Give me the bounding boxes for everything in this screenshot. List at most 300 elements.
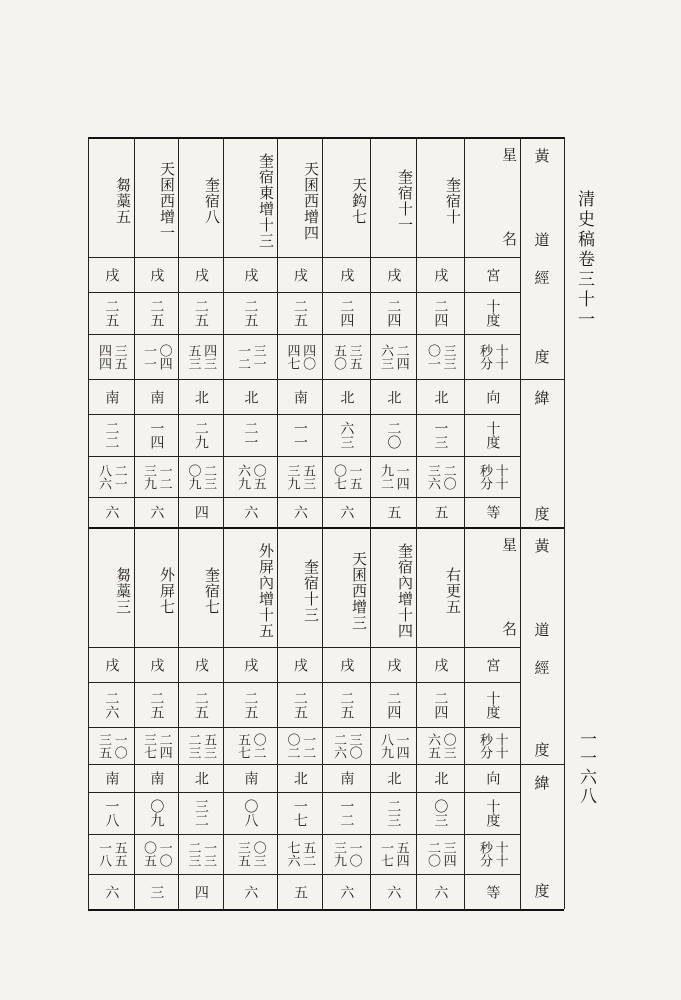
lower-star-name xyxy=(277,527,322,647)
lower-direction-text: 北 xyxy=(385,771,402,785)
lower-lat-minsec-part: 五二 xyxy=(300,841,316,867)
upper-sign-text: 戌 xyxy=(291,267,308,282)
upper-direction-cell xyxy=(223,379,277,414)
upper-lat-degree-text: 二九 xyxy=(192,421,209,449)
lower-lat-degree-text: 三二 xyxy=(192,799,209,827)
upper-magnitude-text: 五 xyxy=(385,505,402,519)
lower-lat-minsec-cell xyxy=(416,834,464,874)
upper-magnitude-text: 六 xyxy=(291,505,308,519)
lower-sign-text: 戌 xyxy=(148,657,165,672)
upper-star-name xyxy=(134,137,178,257)
page-number: 一一六八 xyxy=(576,730,596,806)
lower-minsec-part: 三〇 xyxy=(346,732,362,759)
upper-degree-text: 二四 xyxy=(338,299,355,327)
lower-lat-degree-text: 一八 xyxy=(103,799,120,827)
lower-label-wei-du: 度 xyxy=(534,882,550,900)
lower-lat-minsec-cell xyxy=(277,834,322,874)
upper-name-text: 奎宿十 xyxy=(444,177,462,225)
upper-sign-cell xyxy=(134,257,178,292)
lower-header-minsec: 十十 秒分 xyxy=(477,732,508,759)
upper-lat-degree-cell xyxy=(277,414,322,456)
upper-direction-text: 北 xyxy=(338,389,355,404)
lower-minsec-part: 一二 xyxy=(300,732,316,759)
upper-magnitude-text: 六 xyxy=(148,505,165,519)
upper-sign-text: 戌 xyxy=(103,267,120,282)
lower-magnitude-text: 六 xyxy=(103,884,120,899)
upper-header-star-name: 星 xyxy=(500,147,518,162)
upper-degree-cell xyxy=(277,292,322,334)
upper-minsec-part: 四七 xyxy=(284,343,300,370)
lower-lat-minsec-cell xyxy=(178,834,223,874)
upper-degree-cell xyxy=(416,292,464,334)
lower-lat-degree-cell xyxy=(223,792,277,834)
upper-minsec-part: 三五 xyxy=(111,343,127,370)
upper-lat-minsec-part: 五三 xyxy=(300,463,316,490)
lower-direction-cell xyxy=(322,764,370,792)
lower-minsec-cell xyxy=(88,727,134,764)
lower-lat-minsec-part: 五五 xyxy=(111,841,127,867)
lower-lat-minsec-part: 二三 xyxy=(185,841,201,867)
upper-direction-text: 南 xyxy=(148,389,165,404)
upper-degree-cell xyxy=(370,292,416,334)
lower-lat-degree-text: 〇八 xyxy=(242,799,259,827)
lower-star-name xyxy=(178,527,223,647)
upper-lat-minsec-part: 〇五 xyxy=(250,463,266,490)
upper-header-minsec: 十十 秒分 xyxy=(477,343,508,370)
upper-lat-minsec-part: 三九 xyxy=(284,463,300,490)
upper-lat-minsec-cell xyxy=(370,456,416,497)
upper-degree-cell xyxy=(178,292,223,334)
lower-header-direction: 向 xyxy=(484,771,501,785)
upper-header-lat-minsec: 十十 秒分 xyxy=(477,463,508,490)
upper-sign-text: 戌 xyxy=(338,267,355,282)
upper-direction-text: 北 xyxy=(192,389,209,404)
lower-lat-minsec-part: 一三 xyxy=(201,841,217,867)
lower-lat-degree-cell xyxy=(370,792,416,834)
lower-lat-degree-text: 〇九 xyxy=(148,799,165,827)
upper-lat-degree-text: 二〇 xyxy=(385,421,402,449)
lower-lat-minsec-cell xyxy=(322,834,370,874)
lower-lat-degree-cell xyxy=(322,792,370,834)
lower-minsec-part: 六五 xyxy=(425,732,440,759)
upper-star-name xyxy=(223,137,277,257)
upper-lat-minsec-cell xyxy=(277,456,322,497)
lower-lat-degree-text: 一七 xyxy=(291,799,308,827)
upper-lat-degree-cell xyxy=(223,414,277,456)
lower-name-text: 外屏內增十五 xyxy=(257,543,275,639)
lower-magnitude-text: 五 xyxy=(291,884,308,899)
lower-direction-cell xyxy=(416,764,464,792)
lower-direction-cell xyxy=(370,764,416,792)
lower-header-sign: 宮 xyxy=(484,657,501,672)
lower-degree-cell xyxy=(178,682,223,727)
lower-lat-degree-cell xyxy=(178,792,223,834)
upper-lat-minsec-part: 一五 xyxy=(346,463,362,490)
upper-sign-text: 戌 xyxy=(242,267,259,282)
lower-lat-minsec-part: 〇三 xyxy=(250,841,266,867)
lower-direction-text: 北 xyxy=(432,771,449,785)
lower-minsec-part: 一〇 xyxy=(111,732,127,759)
lower-label-huang: 黃 xyxy=(534,537,550,555)
upper-degree-cell xyxy=(88,292,134,334)
lower-magnitude-text: 六 xyxy=(338,884,355,899)
lower-star-name xyxy=(223,527,277,647)
upper-degree-text: 二五 xyxy=(103,299,120,327)
lower-degree-text: 二五 xyxy=(192,690,209,719)
lower-lat-minsec-part: 一〇 xyxy=(156,841,172,867)
upper-degree-text: 二四 xyxy=(432,299,449,327)
upper-magnitude-cell xyxy=(370,497,416,527)
lower-direction-text: 北 xyxy=(291,771,308,785)
lower-header-lat-minsec: 十十 秒分 xyxy=(477,841,508,867)
lower-lat-degree-cell xyxy=(88,792,134,834)
lower-minsec-cell xyxy=(322,727,370,764)
book-title: 清史稿卷三十一 xyxy=(574,190,594,330)
lower-magnitude-cell xyxy=(223,874,277,909)
lower-magnitude-text: 四 xyxy=(192,884,209,899)
upper-direction-cell xyxy=(88,379,134,414)
upper-magnitude-cell xyxy=(322,497,370,527)
lower-magnitude-cell xyxy=(416,874,464,909)
lower-magnitude-text: 六 xyxy=(385,884,402,899)
lower-degree-cell xyxy=(134,682,178,727)
upper-name-text: 奎宿八 xyxy=(203,177,221,225)
upper-lat-minsec-part: 三九 xyxy=(141,463,156,490)
lower-lat-minsec-part: 五四 xyxy=(393,841,409,867)
lower-magnitude-cell xyxy=(88,874,134,909)
lower-degree-text: 二四 xyxy=(385,690,402,719)
upper-sign-cell xyxy=(277,257,322,292)
lower-lat-minsec-part: 三四 xyxy=(440,841,456,867)
table-rule xyxy=(88,909,564,911)
lower-star-name xyxy=(322,527,370,647)
upper-sign-cell xyxy=(223,257,277,292)
upper-direction-cell xyxy=(370,379,416,414)
lower-lat-minsec-cell xyxy=(134,834,178,874)
upper-direction-cell xyxy=(134,379,178,414)
lower-minsec-part: 〇二 xyxy=(284,732,300,759)
upper-minsec-part: 四三 xyxy=(201,343,217,370)
upper-minsec-cell xyxy=(322,334,370,379)
upper-label-wei: 緯 xyxy=(534,389,550,407)
lower-minsec-part: 三五 xyxy=(96,732,111,759)
upper-name-text: 奎宿十一 xyxy=(396,169,414,233)
upper-header-star-name-bottom: 名 xyxy=(500,231,518,246)
upper-minsec-part: 六三 xyxy=(378,343,393,370)
upper-lat-degree-text: 一四 xyxy=(148,421,165,449)
lower-minsec-part: 五三 xyxy=(201,732,217,759)
lower-header-star-name-bottom: 名 xyxy=(500,621,518,636)
lower-minsec-part: 二三 xyxy=(185,732,201,759)
lower-minsec-part: 八九 xyxy=(378,732,393,759)
lower-degree-text: 二五 xyxy=(291,690,308,719)
lower-header-lat-degree: 十度 xyxy=(484,799,501,827)
upper-minsec-part: 三五 xyxy=(346,343,362,370)
upper-lat-degree-text: 二二 xyxy=(103,421,120,449)
upper-degree-text: 二五 xyxy=(192,299,209,327)
upper-header-direction: 向 xyxy=(484,389,501,404)
upper-sign-cell xyxy=(370,257,416,292)
upper-star-name xyxy=(370,137,416,257)
upper-sign-text: 戌 xyxy=(148,267,165,282)
upper-degree-cell xyxy=(223,292,277,334)
upper-star-name xyxy=(277,137,322,257)
lower-lat-minsec-part: 一七 xyxy=(378,841,393,867)
upper-magnitude-cell xyxy=(88,497,134,527)
upper-lat-minsec-part: 一四 xyxy=(393,463,409,490)
upper-sign-cell xyxy=(178,257,223,292)
lower-star-name xyxy=(370,527,416,647)
lower-lat-minsec-cell xyxy=(370,834,416,874)
upper-lat-degree-cell xyxy=(370,414,416,456)
lower-lat-degree-text: 二三 xyxy=(385,799,402,827)
lower-sign-cell xyxy=(277,647,322,682)
upper-name-text: 天囷西增四 xyxy=(302,161,320,241)
lower-lat-minsec-part: 二〇 xyxy=(425,841,440,867)
upper-header-magnitude: 等 xyxy=(484,505,501,519)
upper-lat-minsec-part: 〇九 xyxy=(185,463,201,490)
lower-sign-cell xyxy=(223,647,277,682)
upper-lat-minsec-cell xyxy=(322,456,370,497)
upper-header-lat-degree: 十度 xyxy=(484,421,501,449)
lower-direction-text: 南 xyxy=(242,771,259,785)
upper-star-name xyxy=(178,137,223,257)
lower-sign-text: 戌 xyxy=(432,657,449,672)
lower-name-text: 奎宿七 xyxy=(203,567,221,615)
upper-lat-degree-cell xyxy=(416,414,464,456)
lower-lat-degree-cell xyxy=(416,792,464,834)
upper-direction-text: 南 xyxy=(103,389,120,404)
upper-sign-text: 戌 xyxy=(192,267,209,282)
upper-direction-cell xyxy=(416,379,464,414)
upper-minsec-part: 二四 xyxy=(393,343,409,370)
upper-magnitude-text: 五 xyxy=(432,505,449,519)
upper-minsec-cell xyxy=(88,334,134,379)
lower-minsec-cell xyxy=(277,727,322,764)
lower-lat-minsec-part: 三九 xyxy=(331,841,346,867)
upper-header-sign: 宮 xyxy=(484,267,501,282)
upper-magnitude-text: 六 xyxy=(103,505,120,519)
upper-minsec-part: 三一 xyxy=(250,343,266,370)
lower-direction-text: 南 xyxy=(103,771,120,785)
lower-sign-text: 戌 xyxy=(242,657,259,672)
lower-magnitude-text: 六 xyxy=(242,884,259,899)
upper-degree-text: 二五 xyxy=(242,299,259,327)
upper-direction-text: 北 xyxy=(432,389,449,404)
lower-header-star-name: 星 xyxy=(500,537,518,552)
lower-magnitude-cell xyxy=(277,874,322,909)
upper-direction-text: 南 xyxy=(291,389,308,404)
lower-header-magnitude: 等 xyxy=(484,884,501,899)
upper-name-text: 芻藁五 xyxy=(114,177,132,225)
lower-lat-minsec-part: 七六 xyxy=(284,841,300,867)
lower-degree-cell xyxy=(223,682,277,727)
lower-name-text: 天囷西增三 xyxy=(350,551,368,631)
upper-name-text: 天囷西增一 xyxy=(158,161,176,241)
upper-minsec-part: 一一 xyxy=(141,343,156,370)
upper-star-name xyxy=(322,137,370,257)
upper-magnitude-cell xyxy=(277,497,322,527)
upper-sign-text: 戌 xyxy=(385,267,402,282)
lower-magnitude-text: 六 xyxy=(432,884,449,899)
upper-magnitude-cell xyxy=(178,497,223,527)
lower-name-text: 外屏七 xyxy=(158,567,176,615)
upper-star-name xyxy=(416,137,464,257)
lower-lat-degree-text: 〇三 xyxy=(432,799,449,827)
lower-name-text: 奎宿十三 xyxy=(302,559,320,623)
lower-sign-cell xyxy=(134,647,178,682)
lower-lat-minsec-cell xyxy=(88,834,134,874)
lower-degree-cell xyxy=(88,682,134,727)
upper-degree-cell xyxy=(134,292,178,334)
lower-sign-text: 戌 xyxy=(338,657,355,672)
lower-magnitude-cell xyxy=(370,874,416,909)
upper-minsec-part: 四四 xyxy=(96,343,111,370)
lower-degree-text: 二五 xyxy=(148,690,165,719)
lower-sign-text: 戌 xyxy=(192,657,209,672)
lower-star-name xyxy=(88,527,134,647)
upper-label-du: 度 xyxy=(534,348,550,366)
lower-direction-text: 南 xyxy=(338,771,355,785)
lower-sign-text: 戌 xyxy=(103,657,120,672)
upper-minsec-part: 〇一 xyxy=(425,343,440,370)
lower-lat-degree-cell xyxy=(134,792,178,834)
lower-magnitude-cell xyxy=(322,874,370,909)
lower-degree-cell xyxy=(322,682,370,727)
lower-sign-cell xyxy=(322,647,370,682)
upper-magnitude-cell xyxy=(223,497,277,527)
lower-degree-cell xyxy=(370,682,416,727)
lower-sign-text: 戌 xyxy=(385,657,402,672)
upper-magnitude-cell xyxy=(416,497,464,527)
upper-degree-text: 二五 xyxy=(291,299,308,327)
upper-minsec-part: 三三 xyxy=(440,343,456,370)
lower-label-du: 度 xyxy=(534,741,550,759)
upper-minsec-cell xyxy=(223,334,277,379)
upper-lat-minsec-cell xyxy=(178,456,223,497)
lower-minsec-part: 五七 xyxy=(235,732,250,759)
upper-lat-degree-cell xyxy=(88,414,134,456)
upper-magnitude-text: 六 xyxy=(242,505,259,519)
upper-degree-text: 二五 xyxy=(148,299,165,327)
upper-lat-degree-text: 一三 xyxy=(432,421,449,449)
upper-lat-minsec-cell xyxy=(88,456,134,497)
lower-lat-minsec-cell xyxy=(223,834,277,874)
lower-sign-text: 戌 xyxy=(291,657,308,672)
upper-minsec-cell xyxy=(277,334,322,379)
star-catalog-table xyxy=(88,137,564,909)
upper-lat-minsec-part: 〇七 xyxy=(331,463,346,490)
lower-degree-text: 二六 xyxy=(103,690,120,719)
upper-lat-minsec-part: 九二 xyxy=(378,463,393,490)
lower-degree-text: 二五 xyxy=(242,690,259,719)
lower-label-jing: 經 xyxy=(534,659,550,677)
lower-label-wei: 緯 xyxy=(534,774,550,792)
lower-degree-cell xyxy=(277,682,322,727)
upper-name-text: 奎宿東增十三 xyxy=(257,153,275,249)
upper-direction-cell xyxy=(277,379,322,414)
lower-name-text: 奎宿內增十四 xyxy=(396,543,414,639)
upper-lat-minsec-cell xyxy=(416,456,464,497)
lower-degree-text: 二四 xyxy=(432,690,449,719)
lower-minsec-part: 〇三 xyxy=(440,732,456,759)
lower-sign-cell xyxy=(88,647,134,682)
lower-minsec-cell xyxy=(416,727,464,764)
upper-degree-cell xyxy=(322,292,370,334)
label-rule xyxy=(520,379,564,380)
upper-lat-degree-cell xyxy=(134,414,178,456)
upper-degree-text: 二四 xyxy=(385,299,402,327)
lower-lat-minsec-part: 三五 xyxy=(235,841,250,867)
upper-lat-minsec-part: 二三 xyxy=(201,463,217,490)
lower-degree-text: 二五 xyxy=(338,690,355,719)
upper-minsec-cell xyxy=(178,334,223,379)
lower-degree-cell xyxy=(416,682,464,727)
column-rule xyxy=(564,137,565,909)
lower-minsec-part: 一四 xyxy=(393,732,409,759)
lower-star-name xyxy=(134,527,178,647)
lower-sign-cell xyxy=(178,647,223,682)
lower-lat-degree-cell xyxy=(277,792,322,834)
lower-header-degree: 十度 xyxy=(484,690,501,719)
lower-magnitude-cell xyxy=(178,874,223,909)
lower-direction-cell xyxy=(277,764,322,792)
upper-lat-minsec-part: 八六 xyxy=(96,463,111,490)
upper-minsec-part: 四〇 xyxy=(300,343,316,370)
lower-name-text: 芻藁三 xyxy=(114,567,132,615)
lower-minsec-part: 二四 xyxy=(156,732,172,759)
lower-minsec-cell xyxy=(134,727,178,764)
upper-magnitude-text: 四 xyxy=(192,505,209,519)
upper-label-wei-du: 度 xyxy=(534,505,550,523)
upper-magnitude-text: 六 xyxy=(338,505,355,519)
upper-sign-cell xyxy=(322,257,370,292)
lower-minsec-cell xyxy=(178,727,223,764)
upper-direction-cell xyxy=(322,379,370,414)
upper-minsec-part: 五三 xyxy=(185,343,201,370)
lower-minsec-part: 三七 xyxy=(141,732,156,759)
upper-label-huang: 黃 xyxy=(534,147,550,165)
upper-direction-text: 北 xyxy=(385,389,402,404)
lower-direction-cell xyxy=(134,764,178,792)
lower-lat-minsec-part: 一八 xyxy=(96,841,111,867)
upper-label-dao: 道 xyxy=(534,231,550,249)
upper-minsec-cell xyxy=(134,334,178,379)
lower-direction-cell xyxy=(223,764,277,792)
upper-header-degree: 十度 xyxy=(484,299,501,327)
label-rule xyxy=(520,764,564,765)
lower-magnitude-cell xyxy=(134,874,178,909)
upper-lat-degree-text: 二一 xyxy=(242,421,259,449)
upper-minsec-cell xyxy=(416,334,464,379)
upper-lat-degree-cell xyxy=(322,414,370,456)
lower-direction-text: 北 xyxy=(192,771,209,785)
upper-sign-text: 戌 xyxy=(432,267,449,282)
lower-name-text: 右更五 xyxy=(444,567,462,615)
upper-name-text: 天鈎七 xyxy=(350,177,368,225)
upper-lat-minsec-cell xyxy=(134,456,178,497)
lower-direction-cell xyxy=(88,764,134,792)
lower-minsec-part: 二六 xyxy=(331,732,346,759)
lower-star-name xyxy=(416,527,464,647)
upper-minsec-part: 一二 xyxy=(235,343,250,370)
upper-minsec-part: 五〇 xyxy=(331,343,346,370)
upper-lat-minsec-part: 二一 xyxy=(111,463,127,490)
upper-lat-degree-cell xyxy=(178,414,223,456)
lower-minsec-cell xyxy=(370,727,416,764)
upper-lat-minsec-part: 三六 xyxy=(425,463,440,490)
lower-lat-degree-text: 一二 xyxy=(338,799,355,827)
